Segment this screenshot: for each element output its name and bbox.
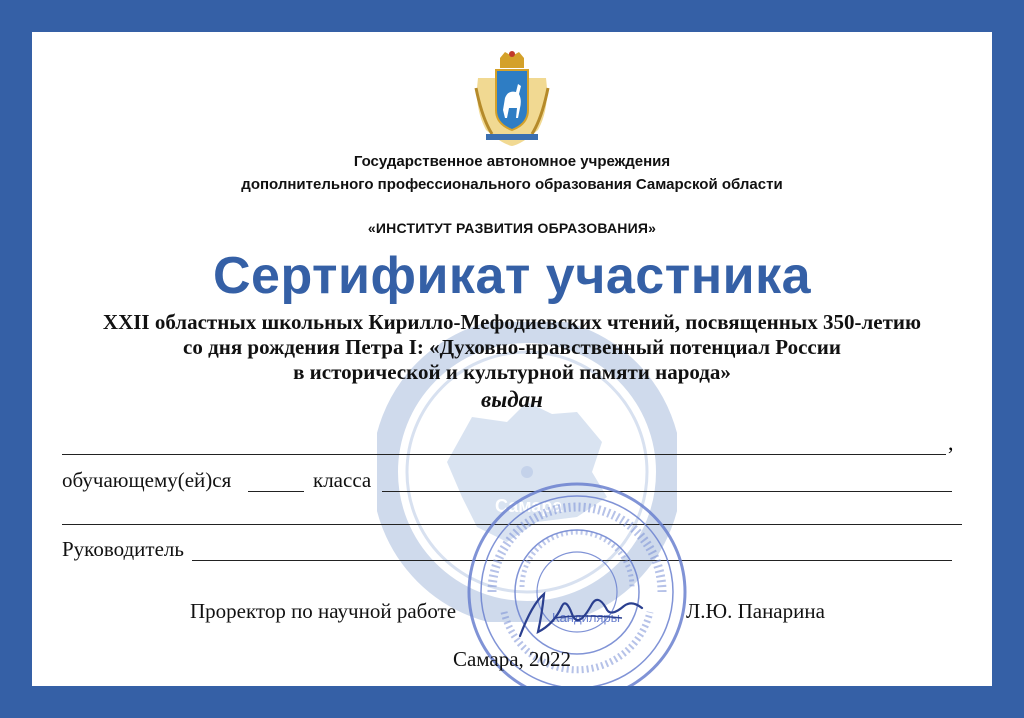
signer-position: Проректор по научной работе xyxy=(190,599,457,623)
signer-name: Л.Ю. Панарина xyxy=(686,599,825,623)
samara-coat-of-arms-icon xyxy=(472,48,552,148)
recipient-comma: , xyxy=(948,430,954,455)
event-line-1: XXII областных школьных Кирилло-Мефодиевских чтений, посвященных 350-летию xyxy=(102,310,922,334)
grade-line xyxy=(248,491,304,492)
supervisor-label: Руководитель xyxy=(62,537,184,561)
stamp-text: Кандиляры xyxy=(552,610,621,625)
signature-icon xyxy=(502,584,662,644)
institute-name: «ИНСТИТУТ РАЗВИТИЯ ОБРАЗОВАНИЯ» xyxy=(367,220,657,236)
recipient-name-line xyxy=(62,454,946,455)
event-line-2: со дня рождения Петра I: «Духовно-нравственный потенциал России xyxy=(183,335,841,359)
class-label: класса xyxy=(313,468,372,492)
issued-label: выдан xyxy=(481,387,543,412)
svg-text:Самара: Самара xyxy=(495,496,563,516)
certificate-title: Сертификат участника xyxy=(212,247,812,305)
organization-line-2: дополнительного профессионального образования Самарской области xyxy=(241,176,783,193)
place-and-year: Самара, 2022 xyxy=(452,647,572,671)
certificate-sheet xyxy=(32,32,992,686)
student-label: обучающему(ей)ся xyxy=(62,468,232,492)
organization-line-1: Государственное автономное учреждения xyxy=(353,153,671,170)
event-line-3: в исторической и культурной памяти народа» xyxy=(293,360,731,384)
